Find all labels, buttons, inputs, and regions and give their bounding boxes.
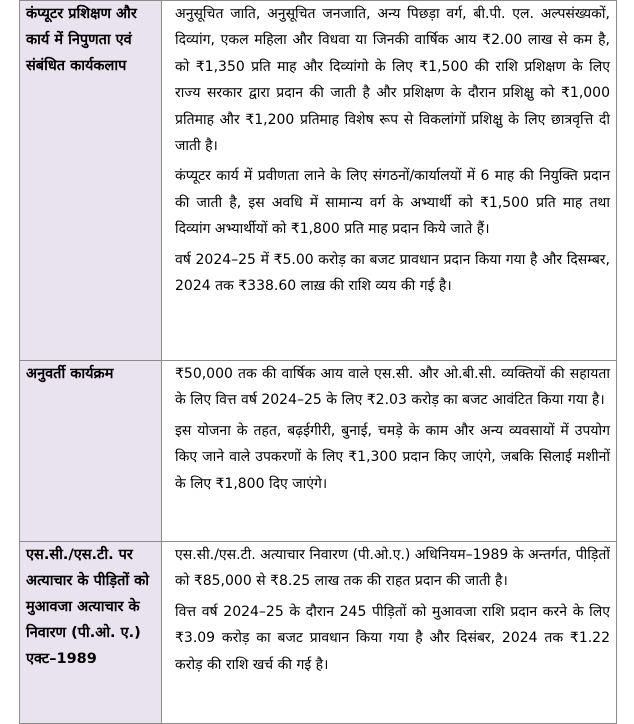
table-row — [20, 542, 617, 724]
row-heading-poa-compensation: एस.सी./एस.टी. पर अत्याचार के पीड़ितों को मुआवजा अत्याचार के निवारण (पी.ओ. ए.) एक्ट–1989 — [20, 542, 162, 724]
row-content — [162, 1, 617, 361]
paragraph: इस योजना के तहत, बढ़ईगीरी, बुनाई, चमड़े के काम और अन्य व्यवसायों में उपयोग किए जाने वाले उपकरणों के लिए ₹1,300 प्रदान किए जाएंगे, जबकि सिलाई मशीनों के लिए ₹1,800 दिए जाएंगे। — [175, 422, 610, 492]
row-content — [162, 542, 617, 724]
row-heading-computer-training: कंप्यूटर प्रशिक्षण और कार्य में निपुणता एवं संबंधित कार्यकलाप — [20, 1, 162, 361]
row-heading-followup-programme: अनुवर्ती कार्यक्रम — [20, 361, 162, 542]
paragraph: अनुसूचित जाति, अनुसूचित जनजाति, अन्य पिछड़ा वर्ग, बी.पी. एल. अल्पसंख्यकों, दिव्यांग, एकल महिला और विधवा या जिनकी वार्षिक आय ₹2.00 लाख से कम है, को ₹1,350 प्रति माह और दिव्यांगो के लिए ₹1,500 की राशि प्रशिक्षण के लिए राज्य सरकार द्वारा प्रदान की जाती है और प्रशिक्षण के दौरान प्रशिक्षु को ₹1,000 प्रतिमाह और ₹1,200 प्रतिमाह विशेष रूप से विकलांगों प्रशिक्षु के लिए छात्रवृत्ति दी जाती है। — [175, 6, 610, 155]
table-row — [20, 361, 617, 542]
paragraph: ₹50,000 तक की वार्षिक आय वाले एस.सी. और ओ.बी.सी. व्यक्तियों की सहायता के लिए वित्त वर्ष 2024–25 के लिए ₹2.03 करोड़ का बजट आवंटित किया गया है। — [175, 366, 610, 409]
paragraph: कंप्यूटर कार्य में प्रवीणता लाने के लिए संगठनों/कार्यालयों में 6 माह की नियुक्ति प्रदान की जाती है, इस अवधि में सामान्य वर्ग के अभ्यार्थी को ₹1,500 प्रति माह तथा दिव्यांग अभ्यार्थीयों को ₹1,800 प्रति माह प्रदान किये जाते हैं। — [175, 168, 610, 238]
paragraph: एस.सी./एस.टी. अत्याचार निवारण (पी.ओ.ए.) अधिनियम–1989 के अन्तर्गत, पीड़ितों को ₹85,000 से ₹8.25 लाख तक की राहत प्रदान की जाती है। — [175, 547, 610, 590]
row-content — [162, 361, 617, 542]
table-row — [20, 1, 617, 361]
paragraph: वित्त वर्ष 2024–25 के दौरान 245 पीड़ितों को मुआवजा राशि प्रदान करने के लिए ₹3.09 करोड़ का बजट प्रावधान किया गया है और दिसंबर, 2024 तक ₹1.22 करोड़ की राशि खर्च की गई है। — [175, 603, 610, 673]
paragraph: वर्ष 2024–25 में ₹5.00 करोड़ का बजट प्रावधान प्रदान किया गया है और दिसम्बर, 2024 तक ₹338.60 लाख़ की राशि व्यय की गई है। — [175, 251, 610, 295]
schemes-table — [19, 0, 617, 724]
